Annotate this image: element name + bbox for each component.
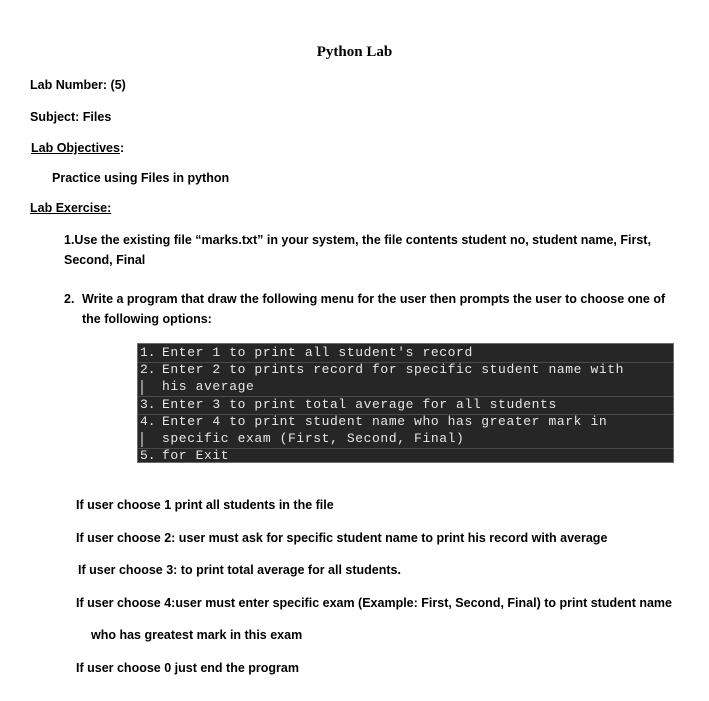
- instruction-4-continued: who has greatest mark in this exam: [91, 628, 303, 642]
- menu-item-text-continued: specific exam (First, Second, Final): [162, 431, 465, 446]
- menu-item-number: 2.: [140, 362, 156, 377]
- menu-item: [138, 397, 673, 414]
- page-title: Python Lab: [316, 44, 393, 60]
- objectives-colon: :: [119, 141, 125, 155]
- continuation-marker: [141, 432, 143, 447]
- instruction-5: If user choose 0 just end the program: [76, 661, 299, 675]
- menu-item-text: Enter 1 to print all student's record: [162, 345, 473, 360]
- menu-item: [138, 362, 673, 396]
- menu-item: [138, 448, 673, 463]
- question-2-line-1: Write a program that draw the following menu for the user then prompts the user to choose one of: [82, 292, 666, 306]
- objectives-heading: Lab Objectives: [31, 141, 120, 155]
- menu-item: [138, 345, 673, 362]
- instruction-3: If user choose 3: to print total average for all students.: [78, 563, 401, 577]
- menu-code-block: [137, 343, 674, 463]
- menu-item-number: 5.: [140, 448, 156, 463]
- menu-item-text: Enter 2 to prints record for specific student name with: [162, 362, 625, 377]
- exercise-heading: Lab Exercise:: [30, 201, 112, 215]
- subject: Subject: Files: [30, 110, 112, 124]
- instruction-2: If user choose 2: user must ask for specific student name to print his record with average: [76, 531, 608, 545]
- menu-item-text-continued: his average: [162, 379, 255, 394]
- question-1-line-1: 1.Use the existing file “marks.txt” in your system, the file contents student no, student name, First,: [64, 233, 651, 247]
- menu-item-text: Enter 3 to print total average for all students: [162, 397, 557, 412]
- question-2-number: 2.: [64, 292, 75, 306]
- lab-number: Lab Number: (5): [30, 78, 126, 92]
- menu-item-number: 1.: [140, 345, 156, 360]
- question-1-line-2: Second, Final: [64, 253, 146, 267]
- question-2: [64, 289, 684, 329]
- objectives-heading-wrap: [31, 141, 124, 155]
- menu-item: [138, 414, 673, 448]
- question-1: [64, 230, 684, 270]
- menu-item-number: 4.: [140, 414, 156, 429]
- instruction-1: If user choose 1 print all students in the file: [76, 498, 334, 512]
- continuation-marker: [141, 380, 143, 395]
- objective-text: Practice using Files in python: [52, 171, 230, 185]
- menu-item-text: for Exit: [162, 448, 230, 463]
- question-2-line-2: the following options:: [82, 312, 212, 326]
- menu-item-text: Enter 4 to print student name who has greater mark in: [162, 414, 608, 429]
- menu-item-number: 3.: [140, 397, 156, 412]
- instruction-4: If user choose 4:user must enter specific exam (Example: First, Second, Final) to print student name: [76, 596, 672, 610]
